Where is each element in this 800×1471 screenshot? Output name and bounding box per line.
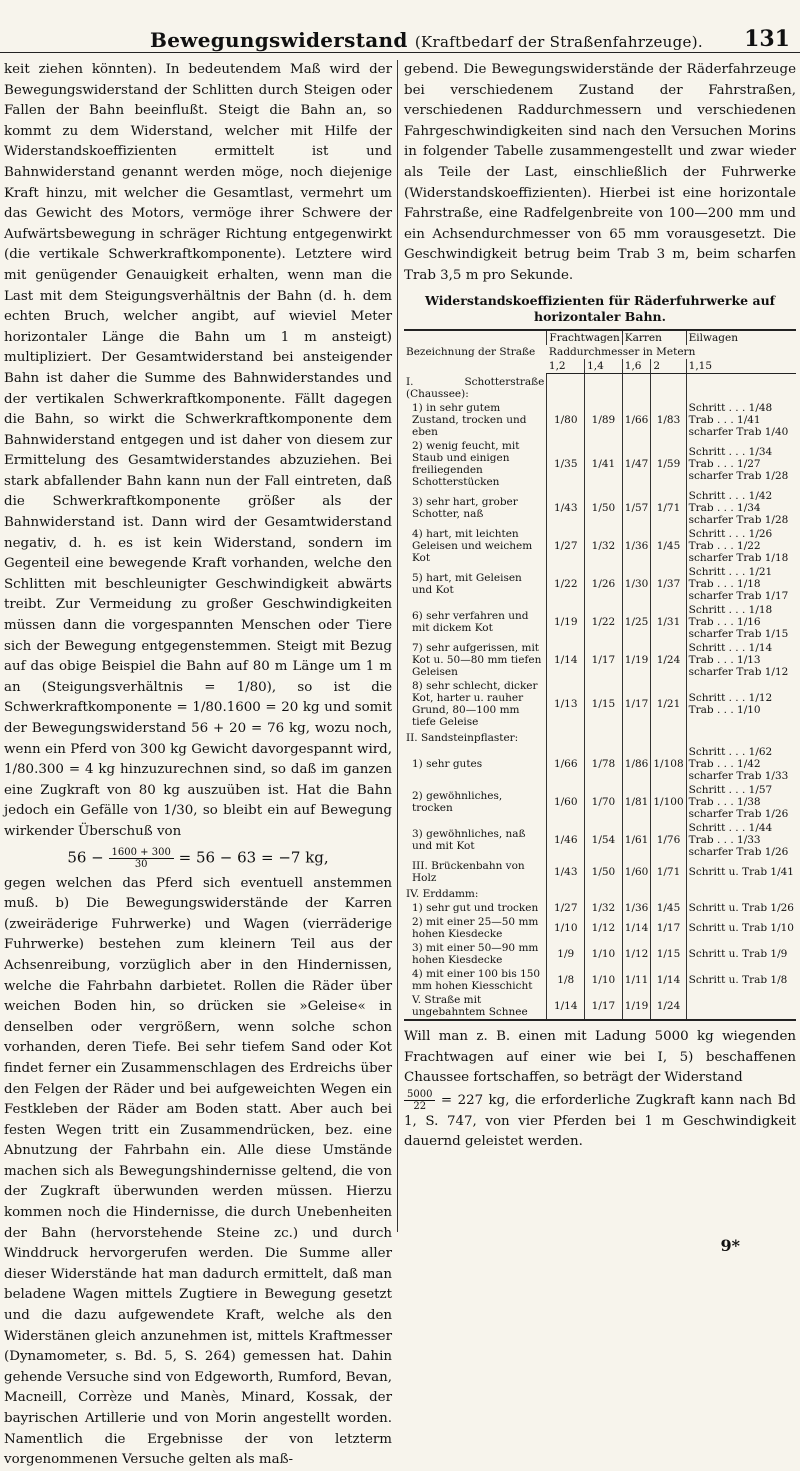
coefficient-cell: 1/100 (651, 783, 686, 821)
page-number: 131 (744, 26, 790, 52)
eilwagen-value: Schritt . . . 1/14 (688, 642, 773, 655)
eilwagen-value: Trab . . . 1/27 (688, 458, 761, 471)
paragraph: gegen welchen das Pferd sich eventuell anstemmen muß. b) Die Bewegungswiderstände der Karren (zweiräderige Fuhrwerke) und Wagen (vierräderige Fuhrwerke) bestehen zum kleinern Teil aus der Achsenreibung, vorzüglich aber in den Hindernissen, welche die Fahrbahn darbietet. Rollen die Räder über weichen Boden hin, so drücken sie »Geleise« in denselben oder vergrößern, wenn solche schon vorhanden, deren Tiefe. Bei sehr tiefem Sand oder Kot findet ferner ein Zusammenschlagen des Erdreichs über den Felgen der Räder und bei aufgeweichten Wegen ein Festkleben der Räder am Boden statt. Aber auch bei festen Wegen tritt ein Zusammendrücken, bez. eine Abnutzung der Fahrbahn ein. Alle diese Umstände machen sich als Bewegungshindernisse geltend, die von der Zugkraft überwunden werden müssen. Hierzu kommen noch die Hindernisse, die durch Unebenheiten der Bahn (hervorstehende Steine zc.) und durch Winddruck hervorgerufen werden. Die Summe aller dieser Widerstände hat man dadurch ermittelt, daß man beladene Wagen mittels Zugtiere in Bewegung gesetzt und die dazu aufgewendete Kraft, welche als den Widerstänen gleich anzunehmen ist, mittels Kraftmesser (Dynamometer, s. Bd. 5, S. 264) gemessen hat. Dahin gehende Versuche sind von Edgeworth, Rumford, Bevan, Macneill, Corrèze und Manès, Minard, Kossak, der bayrischen Artillerie und von Morin angestellt worden. Namentlich die Ergebnisse der von letzterm vorgenommenen Versuche gelten als maß- (4, 875, 392, 1468)
empty-cell (547, 373, 585, 401)
coefficient-cell: 1/14 (547, 993, 585, 1020)
coefficient-cell: 1/45 (651, 527, 686, 565)
empty-cell (585, 885, 623, 901)
eilwagen-value: Trab . . . 1/38 (688, 796, 761, 809)
table-header-d4: 2 (651, 359, 686, 374)
coefficient-cell: 1/14 (547, 641, 585, 679)
coefficient-cell: 1/80 (547, 401, 585, 439)
table-caption: Widerstandskoeffizienten für Räderfuhrwerke auf horizontaler Bahn. (424, 292, 776, 324)
coefficient-cell: 1/50 (585, 859, 623, 885)
table-row (404, 915, 796, 941)
empty-cell (622, 373, 651, 401)
street-cell: 2) gewöhnliches, trocken (412, 790, 503, 815)
eilwagen-value: Schritt . . . 1/26 (688, 528, 773, 541)
coefficient-cell: 1/59 (651, 439, 686, 489)
eilwagen-value: scharfer Trab 1/28 (688, 514, 789, 527)
formula-fraction: $\frac{1600 + 300}{30}$ (109, 847, 174, 870)
eilwagen-cell (686, 967, 796, 993)
coefficient-cell: 1/35 (547, 439, 585, 489)
street-cell: III. Brückenbahn von Holz (412, 860, 525, 885)
table-header-street: Bezeichnung der Straße (404, 330, 547, 374)
coefficient-cell: 1/66 (547, 745, 585, 783)
eilwagen-value: scharfer Trab 1/15 (688, 628, 789, 641)
eilwagen-value: scharfer Trab 1/26 (688, 808, 789, 821)
street-cell: 2) mit einer 25—50 mm hohen Kiesdecke (412, 916, 539, 941)
coefficient-cell: 1/15 (651, 941, 686, 967)
table-header-karren: Karren (622, 330, 686, 345)
coefficient-cell: 1/19 (622, 993, 651, 1020)
table-row (404, 729, 796, 745)
coefficient-cell: 1/66 (622, 401, 651, 439)
coefficient-cell: 1/24 (651, 641, 686, 679)
street-cell: V. Straße mit ungebahntem Schnee (404, 993, 547, 1020)
coefficient-cell: 1/27 (547, 901, 585, 915)
coefficient-cell: 1/60 (547, 783, 585, 821)
table-header-d1: 1,2 (547, 359, 585, 374)
street-cell: 8) sehr schlecht, dicker Kot, harter u. rauher Grund, 80—100 mm tiefe Geleise (412, 680, 538, 729)
eilwagen-value: Schritt . . . 1/42 (688, 490, 773, 503)
eilwagen-value: scharfer Trab 1/28 (688, 470, 789, 483)
table-header-eil: Eilwagen (686, 330, 796, 345)
eilwagen-value: scharfer Trab 1/40 (688, 426, 789, 439)
coefficient-cell: 1/108 (651, 745, 686, 783)
street-cell: 4) hart, mit leichten Geleisen und weichem Kot (412, 528, 533, 565)
coefficient-cell: 1/46 (547, 821, 585, 859)
street-cell: 2) wenig feucht, mit Staub und einigen freiliegenden Schotterstücken (412, 440, 520, 489)
paragraph: gebend. Die Bewegungswiderstände der Räderfahrzeuge bei verschiedenem Zustand der Fahrstraßen, verschiedenen Raddurchmessern und verschiedenen Fahrgeschwindigkeiten sind nach den Versuchen Morins in folgender Tabelle zusammengestellt und zwar wieder als Teile der Last, einschließlich der Fuhrwerke (Widerstandskoeffizienten). Hierbei ist eine horizontale Fahrstraße, eine Radfelgenbreite von 100—200 mm und ein Achsendurchmesser von 65 mm vorausgesetzt. Die Geschwindigkeit betrug beim Trab 3 m, beim scharfen Trab 3,5 m pro Sekunde. (404, 62, 796, 283)
table-header-d5: 1,15 (686, 359, 796, 374)
eilwagen-value: Schritt . . . 1/21 (688, 566, 773, 579)
coefficient-cell: 1/19 (622, 641, 651, 679)
coefficient-cell: 1/50 (585, 489, 623, 527)
eilwagen-value: Schritt u. Trab 1/26 (688, 902, 794, 915)
table-row (404, 401, 796, 439)
eilwagen-value: Schritt . . . 1/62 (688, 746, 773, 759)
eilwagen-cell (686, 603, 796, 641)
table-header-rad: Raddurchmesser in Metern (548, 345, 696, 358)
right-column (404, 60, 796, 1153)
coefficient-cell: 1/71 (651, 489, 686, 527)
eilwagen-value: scharfer Trab 1/17 (688, 590, 789, 603)
coefficient-cell: 1/22 (585, 603, 623, 641)
running-header (0, 18, 800, 53)
table-row (404, 821, 796, 859)
coefficient-cell: 1/36 (622, 527, 651, 565)
eilwagen-cell (686, 915, 796, 941)
coefficient-cell: 1/27 (547, 527, 585, 565)
table-header-fracht: Frachtwagen (547, 330, 622, 345)
coefficient-cell: 1/26 (585, 565, 623, 603)
coefficient-cell: 1/12 (622, 941, 651, 967)
street-cell: 1) in sehr gutem Zustand, trocken und eben (412, 402, 527, 439)
street-cell: 7) sehr aufgerissen, mit Kot u. 50—80 mm tiefen Geleisen (412, 642, 542, 679)
coefficient-cell: 1/11 (622, 967, 651, 993)
coefficient-cell: 1/81 (622, 783, 651, 821)
eilwagen-value: Trab . . . 1/34 (688, 502, 761, 515)
eilwagen-cell (686, 901, 796, 915)
eilwagen-value: Schritt . . . 1/57 (688, 784, 773, 797)
table-row (404, 489, 796, 527)
empty-cell (547, 885, 585, 901)
empty-cell (622, 729, 651, 745)
coefficient-cell: 1/78 (585, 745, 623, 783)
eilwagen-cell (686, 859, 796, 885)
table-row (404, 901, 796, 915)
coefficient-cell: 1/12 (585, 915, 623, 941)
street-cell: 5) hart, mit Geleisen und Kot (412, 572, 522, 597)
coefficient-cell: 1/17 (651, 915, 686, 941)
eilwagen-value: Schritt u. Trab 1/9 (688, 948, 788, 961)
empty-cell (686, 729, 796, 745)
coefficient-cell: 1/41 (585, 439, 623, 489)
coefficient-cell: 1/14 (651, 967, 686, 993)
coefficient-cell: 1/25 (622, 603, 651, 641)
coefficient-cell: 1/17 (622, 679, 651, 729)
table-row (404, 859, 796, 885)
empty-cell (622, 885, 651, 901)
coefficient-cell: 1/47 (622, 439, 651, 489)
coefficient-cell: 1/14 (622, 915, 651, 941)
eilwagen-cell (686, 745, 796, 783)
street-cell: 1) sehr gut und trocken (412, 902, 539, 915)
table-row (404, 641, 796, 679)
eilwagen-cell (686, 641, 796, 679)
coefficient-cell: 1/17 (585, 993, 623, 1020)
street-cell: 6) sehr verfahren und mit dickem Kot (412, 610, 529, 635)
paragraph: keit ziehen könnten). In bedeutendem Maß wird der Bewegungswiderstand der Schlitten durch Steigen oder Fallen der Bahn beeinflußt. Steigt die Bahn an, so kommt zu dem Widerstand, welcher mit Hilfe der Widerstandskoeffizienten ermittelt ist und Bahnwiderstand genannt werden möge, noch diejenige Kraft hinzu, mit welcher die Gesamtlast, vermehrt um das Gewicht des Motors, vermöge ihrer Schwere der Aufwärtsbewegung in schräger Richtung entgegenwirkt (die vertikale Schwerkraftkomponente). Letztere wird mit genügender Genauigkeit erhalten, wenn man die Last mit dem Steigungsverhältnis der Bahn (d. h. dem echten Bruch, welcher angibt, auf wieviel Meter horizontaler Länge die Bahn um 1 m ansteigt) multipliziert. Der Gesamtwiderstand bei ansteigender Bahn ist daher die Summe des Bahnwiderstandes und der vertikalen Schwerkraftkomponente. Fällt dagegen die Bahn, so wirkt die Schwerkraftkomponente dem Bahnwiderstand entgegen und ist daher von diesem zur Ermittelung des Gesamtwiderstandes abzuziehen. Bei stark abfallender Bahn kann nun der Fall eintreten, daß die Schwerkraftkomponente größer als der Bahnwiderstand ist. Dann wird der Gesamtwiderstand negativ, d. h. es ist kein Widerstand, sondern im Gegenteil eine bewegende Kraft vorhanden, welche den Schlitten mit beschleunigter Geschwindigkeit abwärts treibt. Zur Vermeidung zu großer Geschwindigkeiten müssen dann die vorgespannten Menschen oder Tiere sich der Bewegung entgegenstemmen. Steigt mit Bezug auf das obige Beispiel die Bahn auf 80 m Länge um 1 m an (Steigungsverhältnis = 1/80), so ist die Schwerkraftkomponente = 1/80.1600 = 20 kg und somit der Bewegungswiderstand 56 + 20 = 76 kg, wozu noch, wenn ein Pferd von 300 kg Gewicht davorgespannt wird, 1/80.300 = 4 kg hinzuzurechnen sind, so daß im ganzen eine Zugkraft von 80 kg auszuüben ist. Hat die Bahn jedoch ein Gefälle von 1/30, so bleibt ein auf Bewegung wirkender Überschuß von (4, 62, 392, 839)
empty-cell (651, 373, 686, 401)
coefficient-cell: 1/10 (547, 915, 585, 941)
eilwagen-value: Schritt . . . 1/44 (688, 822, 773, 835)
empty-cell (651, 729, 686, 745)
coefficient-cell: 1/15 (585, 679, 623, 729)
street-cell: 3) mit einer 50—90 mm hohen Kiesdecke (412, 942, 539, 967)
eilwagen-value: Trab . . . 1/16 (688, 616, 761, 629)
eilwagen-cell (686, 993, 796, 1020)
street-cell: 1) sehr gutes (412, 758, 483, 771)
coefficient-cell: 1/21 (651, 679, 686, 729)
eilwagen-value: Trab . . . 1/42 (688, 758, 761, 771)
coefficient-cell: 1/61 (622, 821, 651, 859)
table-row (404, 603, 796, 641)
coefficient-cell: 1/10 (585, 967, 623, 993)
eilwagen-value: Schritt . . . 1/48 (688, 402, 773, 415)
section-label: IV. Erddamm: (406, 888, 479, 901)
coefficient-cell: 1/13 (547, 679, 585, 729)
table-row (404, 679, 796, 729)
coefficient-cell: 1/45 (651, 901, 686, 915)
empty-cell (547, 729, 585, 745)
eilwagen-cell (686, 489, 796, 527)
page-subtitle: (Kraftbedarf der Straßenfahrzeuge). (414, 33, 703, 51)
eilwagen-value: scharfer Trab 1/18 (688, 552, 789, 565)
table-row (404, 565, 796, 603)
coefficient-cell: 1/9 (547, 941, 585, 967)
empty-cell (585, 373, 623, 401)
empty-cell (686, 373, 796, 401)
eilwagen-value: Schritt u. Trab 1/8 (688, 974, 788, 987)
eilwagen-value: Schritt . . . 1/12 (688, 692, 773, 705)
table-row (404, 783, 796, 821)
eilwagen-cell (686, 941, 796, 967)
table-row (404, 745, 796, 783)
coefficient-cell: 1/71 (651, 859, 686, 885)
eilwagen-cell (686, 439, 796, 489)
eilwagen-cell (686, 679, 796, 729)
coefficient-cell: 1/86 (622, 745, 651, 783)
eilwagen-value: scharfer Trab 1/33 (688, 770, 789, 783)
eilwagen-value: Trab . . . 1/41 (688, 414, 761, 427)
paragraph: $\frac{5000}{22}$ = 227 kg, die erforderliche Zugkraft kann nach Bd 1, S. 747, von vier Pferden bei 1 m Geschwindigkeit dauernd geleistet werden. (404, 1088, 796, 1150)
eilwagen-value: scharfer Trab 1/12 (688, 666, 789, 679)
table-row (404, 885, 796, 901)
eilwagen-value: Trab . . . 1/13 (688, 654, 761, 667)
eilwagen-value: Schritt u. Trab 1/10 (688, 922, 794, 935)
coefficient-cell: 1/31 (651, 603, 686, 641)
eilwagen-cell (686, 527, 796, 565)
coefficient-cell: 1/24 (651, 993, 686, 1020)
signature-mark: 9* (720, 1236, 740, 1255)
table-row (404, 941, 796, 967)
eilwagen-value: Schritt u. Trab 1/41 (688, 866, 794, 879)
empty-cell (651, 885, 686, 901)
coefficient-cell: 1/19 (547, 603, 585, 641)
table-row (404, 993, 796, 1020)
coefficient-cell: 1/54 (585, 821, 623, 859)
coefficient-cell: 1/36 (622, 901, 651, 915)
resistance-table (404, 329, 796, 1022)
eilwagen-cell (686, 783, 796, 821)
table-row (404, 967, 796, 993)
coefficient-cell: 1/17 (585, 641, 623, 679)
coefficient-cell: 1/10 (585, 941, 623, 967)
eilwagen-cell (686, 821, 796, 859)
coefficient-cell: 1/43 (547, 859, 585, 885)
coefficient-cell: 1/76 (651, 821, 686, 859)
street-cell: 3) sehr hart, grober Schotter, naß (412, 496, 518, 521)
section-label: II. Sandsteinpflaster: (406, 732, 519, 745)
eilwagen-value: Schritt . . . 1/34 (688, 446, 773, 459)
eilwagen-value: Trab . . . 1/33 (688, 834, 761, 847)
section-label: I. Schotterstraße (Chaussee): (406, 376, 545, 401)
left-column (4, 60, 392, 1471)
coefficient-cell: 1/83 (651, 401, 686, 439)
coefficient-cell: 1/43 (547, 489, 585, 527)
eilwagen-cell (686, 401, 796, 439)
coefficient-cell: 1/8 (547, 967, 585, 993)
coefficient-cell: 1/32 (585, 527, 623, 565)
paragraph: Will man z. B. einen mit Ladung 5000 kg wiegenden Frachtwagen auf einer wie bei I, 5) beschaffenen Chaussee fortschaffen, so beträgt der Widerstand (404, 1029, 796, 1086)
coefficient-cell: 1/70 (585, 783, 623, 821)
formula: 56 − $\frac{1600 + 300}{30}$ = 56 − 63 = −7 kg, (67, 846, 329, 870)
table-row (404, 373, 796, 401)
coefficient-cell: 1/32 (585, 901, 623, 915)
eilwagen-value: Trab . . . 1/10 (688, 704, 761, 717)
column-divider (397, 60, 398, 1232)
coefficient-cell: 1/60 (622, 859, 651, 885)
table-header-d3: 1,6 (622, 359, 651, 374)
coefficient-cell: 1/30 (622, 565, 651, 603)
coefficient-cell: 1/37 (651, 565, 686, 603)
result-fraction: $\frac{5000}{22}$ (404, 1089, 435, 1112)
coefficient-cell: 1/57 (622, 489, 651, 527)
table-row (404, 527, 796, 565)
eilwagen-cell (686, 565, 796, 603)
eilwagen-value: Schritt . . . 1/18 (688, 604, 773, 617)
street-cell: 3) gewöhnliches, naß und mit Kot (412, 828, 526, 853)
eilwagen-value: Trab . . . 1/18 (688, 578, 761, 591)
street-cell: 4) mit einer 100 bis 150 mm hohen Kiesschicht (412, 968, 541, 993)
empty-cell (686, 885, 796, 901)
coefficient-cell: 1/89 (585, 401, 623, 439)
empty-cell (585, 729, 623, 745)
table-row (404, 439, 796, 489)
page-title: Bewegungswiderstand (Kraftbedarf der Straßenfahrzeuge). (150, 28, 703, 52)
eilwagen-value: Trab . . . 1/22 (688, 540, 761, 553)
table-header-d2: 1,4 (585, 359, 623, 374)
eilwagen-value: scharfer Trab 1/26 (688, 846, 789, 859)
coefficient-cell: 1/22 (547, 565, 585, 603)
